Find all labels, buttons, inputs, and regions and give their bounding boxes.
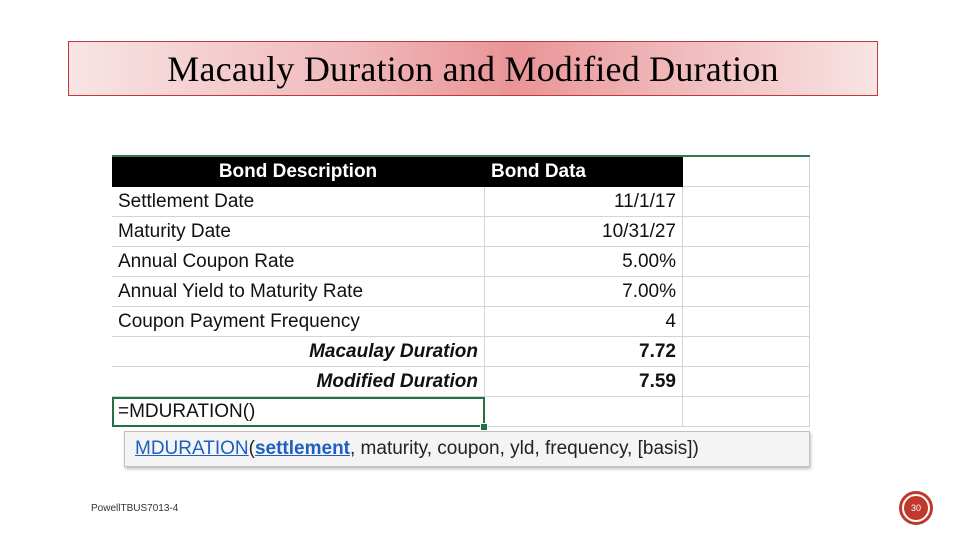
table-row [112,277,810,307]
row-value[interactable]: 5.00% [485,247,683,277]
header-row [112,155,810,187]
empty-cell[interactable] [683,157,810,187]
page-number: 30 [904,496,928,520]
tooltip-remaining-args: , maturity, coupon, yld, frequency, [basis]) [350,438,699,459]
modified-duration-label[interactable]: Modified Duration [112,367,485,397]
row-value[interactable]: 4 [485,307,683,337]
table-row [112,187,810,217]
row-value[interactable]: 7.00% [485,277,683,307]
spreadsheet [112,155,810,467]
empty-cell[interactable] [683,247,810,277]
empty-cell[interactable] [683,187,810,217]
header-bond-data[interactable]: Bond Data [485,157,683,187]
function-tooltip [124,431,810,467]
fill-handle[interactable] [480,423,488,431]
table-row [112,307,810,337]
empty-cell[interactable] [683,367,810,397]
table-row [112,247,810,277]
macaulay-duration-value[interactable]: 7.72 [485,337,683,367]
active-argument[interactable]: settlement [254,438,350,459]
header-bond-description[interactable]: Bond Description [112,157,485,187]
row-value[interactable]: 10/31/27 [485,217,683,247]
empty-cell[interactable] [683,307,810,337]
table-row [112,217,810,247]
empty-cell[interactable] [485,397,683,427]
empty-cell[interactable] [683,397,810,427]
row-label[interactable]: Annual Coupon Rate [112,247,485,277]
empty-cell[interactable] [683,277,810,307]
empty-cell[interactable] [683,337,810,367]
page-number-badge [899,491,933,525]
row-label[interactable]: Coupon Payment Frequency [112,307,485,337]
row-value[interactable]: 11/1/17 [485,187,683,217]
active-formula-cell[interactable]: =MDURATION() [112,397,485,427]
modified-duration-value[interactable]: 7.59 [485,367,683,397]
table-row [112,337,810,367]
row-label[interactable]: Settlement Date [112,187,485,217]
formula-row [112,397,810,427]
slide-title-box [68,41,878,96]
row-label[interactable]: Maturity Date [112,217,485,247]
function-name-link[interactable]: MDURATION [135,438,249,459]
empty-cell[interactable] [683,217,810,247]
table-row [112,367,810,397]
macaulay-duration-label[interactable]: Macaulay Duration [112,337,485,367]
row-label[interactable]: Annual Yield to Maturity Rate [112,277,485,307]
footer-text: PowellTBUS7013-4 [91,503,179,514]
slide-title: Macauly Duration and Modified Duration [167,48,779,89]
tooltip-open-paren: ( [248,438,255,459]
